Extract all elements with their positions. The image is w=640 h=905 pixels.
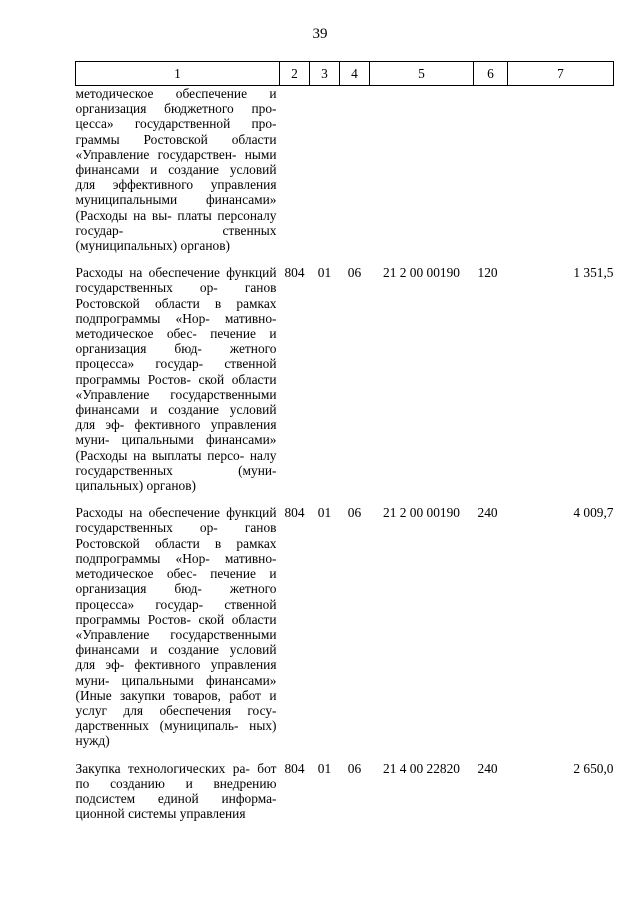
row-spacer-cell [76,749,614,761]
description-line: платы персоналу государ- [75,207,277,238]
description-line: ственной программы Ростов- [75,356,277,387]
amount [508,86,614,254]
description-line: ципальными финансами» [121,672,277,688]
header-row [76,62,614,86]
target-article-code: 21 2 00 00190 [383,505,460,521]
page-number: 39 [312,26,328,42]
header-col-3: 3 [310,62,340,86]
subsection-code: 06 [347,760,362,776]
description-line: условий для эффективного [75,162,277,193]
description-line: функций государственных ор- [75,265,277,296]
description-line: печение и организация бюд- [75,566,277,597]
header-col-2: 2 [280,62,310,86]
amount: 1 351,5 [573,265,614,281]
row-spacer-cell [76,253,614,265]
expense-type-code: 240 [477,505,498,521]
description-line: Расходы на обеспечение [75,265,220,281]
description-line: ганов Ростовской области в [75,520,277,551]
description-line: мативно-методическое обес- [75,550,277,582]
description-line: (Иные закупки товаров, работ [75,687,262,703]
description-line: жетного процесса» государ- [75,341,277,372]
table-row [76,265,614,493]
row-spacer-cell [76,493,614,505]
description-line: дарственных (муниципаль- [75,718,239,734]
table-row [76,505,614,748]
description-line: ципальных) органов) [75,478,196,494]
description-line: ственных (муниципальных) [75,222,277,254]
description-line: государственными финансами [75,386,277,418]
description-line: (Расходы на выплаты персо- [75,447,245,463]
description-line: рамках подпрограммы «Нор- [75,535,277,566]
expense-description [76,86,280,254]
header-col-5: 5 [370,62,474,86]
description-line: жетного процесса» государ- [75,581,277,612]
description-line: методическое обеспечение и [75,86,277,101]
description-line: ской области «Управление [75,371,277,402]
description-line: рамках подпрограммы «Нор- [75,295,277,326]
description-line: ционной системы управления [75,806,246,822]
admin-code: 804 [284,505,305,521]
expense-type-code: 240 [477,760,498,776]
row-spacer [76,253,614,265]
section-code [310,86,340,254]
subsection-code: 06 [347,265,362,281]
description-line: и создание условий для эф- [75,642,277,673]
amount: 2 650,0 [573,760,614,776]
description-line: Закупка технологических ра- [75,760,250,776]
header-col-1: 1 [76,62,280,86]
subsection-code [340,86,370,254]
expense-type-code: 120 [477,265,498,281]
description-line: и создание условий для эф- [75,402,277,433]
description-line: налу государственных (муни- [75,447,277,478]
description-line: ных) нужд) [75,718,277,749]
description-line: ными финансами и создание [75,146,277,178]
table-body [76,86,614,822]
table-row [76,86,614,254]
description-line: ской области «Управление [75,611,277,642]
section-code: 01 [317,505,332,521]
description-line: органов) [180,238,230,254]
description-line: бот по созданию и внедрению [75,760,277,791]
row-spacer [76,749,614,761]
description-line: функций государственных ор- [75,505,277,536]
description-line: печение и организация бюд- [75,326,277,357]
description-line: организация бюджетного про- [75,101,277,117]
description-line: финансами» (Расходы на вы- [75,192,277,223]
target-article-code [370,86,474,254]
admin-code: 804 [284,265,305,281]
expense-description [76,505,280,748]
subsection-code: 06 [347,505,362,521]
admin-code [280,86,310,254]
description-line: ганов Ростовской области в [75,280,277,311]
description-line: управления муниципальными [75,177,277,208]
header-col-7: 7 [508,62,614,86]
description-line: подсистем единой информа- [75,790,277,806]
description-line: фективного управления муни- [75,417,277,448]
description-line: мативно-методическое обес- [75,310,277,342]
description-line: и услуг для обеспечения госу- [75,687,277,718]
description-line: граммы Ростовской области [75,131,277,147]
table-row [76,761,614,822]
section-code: 01 [317,760,332,776]
target-article-code: 21 2 00 00190 [383,265,460,281]
description-line: Расходы на обеспечение [75,505,220,521]
target-article-code: 21 4 00 22820 [383,760,460,776]
description-line: ципальными финансами» [121,432,277,448]
expense-type-code [474,86,508,254]
admin-code: 804 [284,760,305,776]
description-line: фективного управления муни- [75,657,277,688]
row-spacer [76,493,614,505]
description-line: цесса» государственной про- [75,116,277,132]
section-code: 01 [317,265,332,281]
expense-description [76,761,280,822]
description-line: «Управление государствен- [75,146,237,162]
header-col-4: 4 [340,62,370,86]
description-line: ственной программы Ростов- [75,596,277,627]
header-col-6: 6 [474,62,508,86]
description-line: государственными финансами [75,626,277,658]
amount: 4 009,7 [573,505,614,521]
budget-table [75,61,614,821]
expense-description [76,265,280,493]
